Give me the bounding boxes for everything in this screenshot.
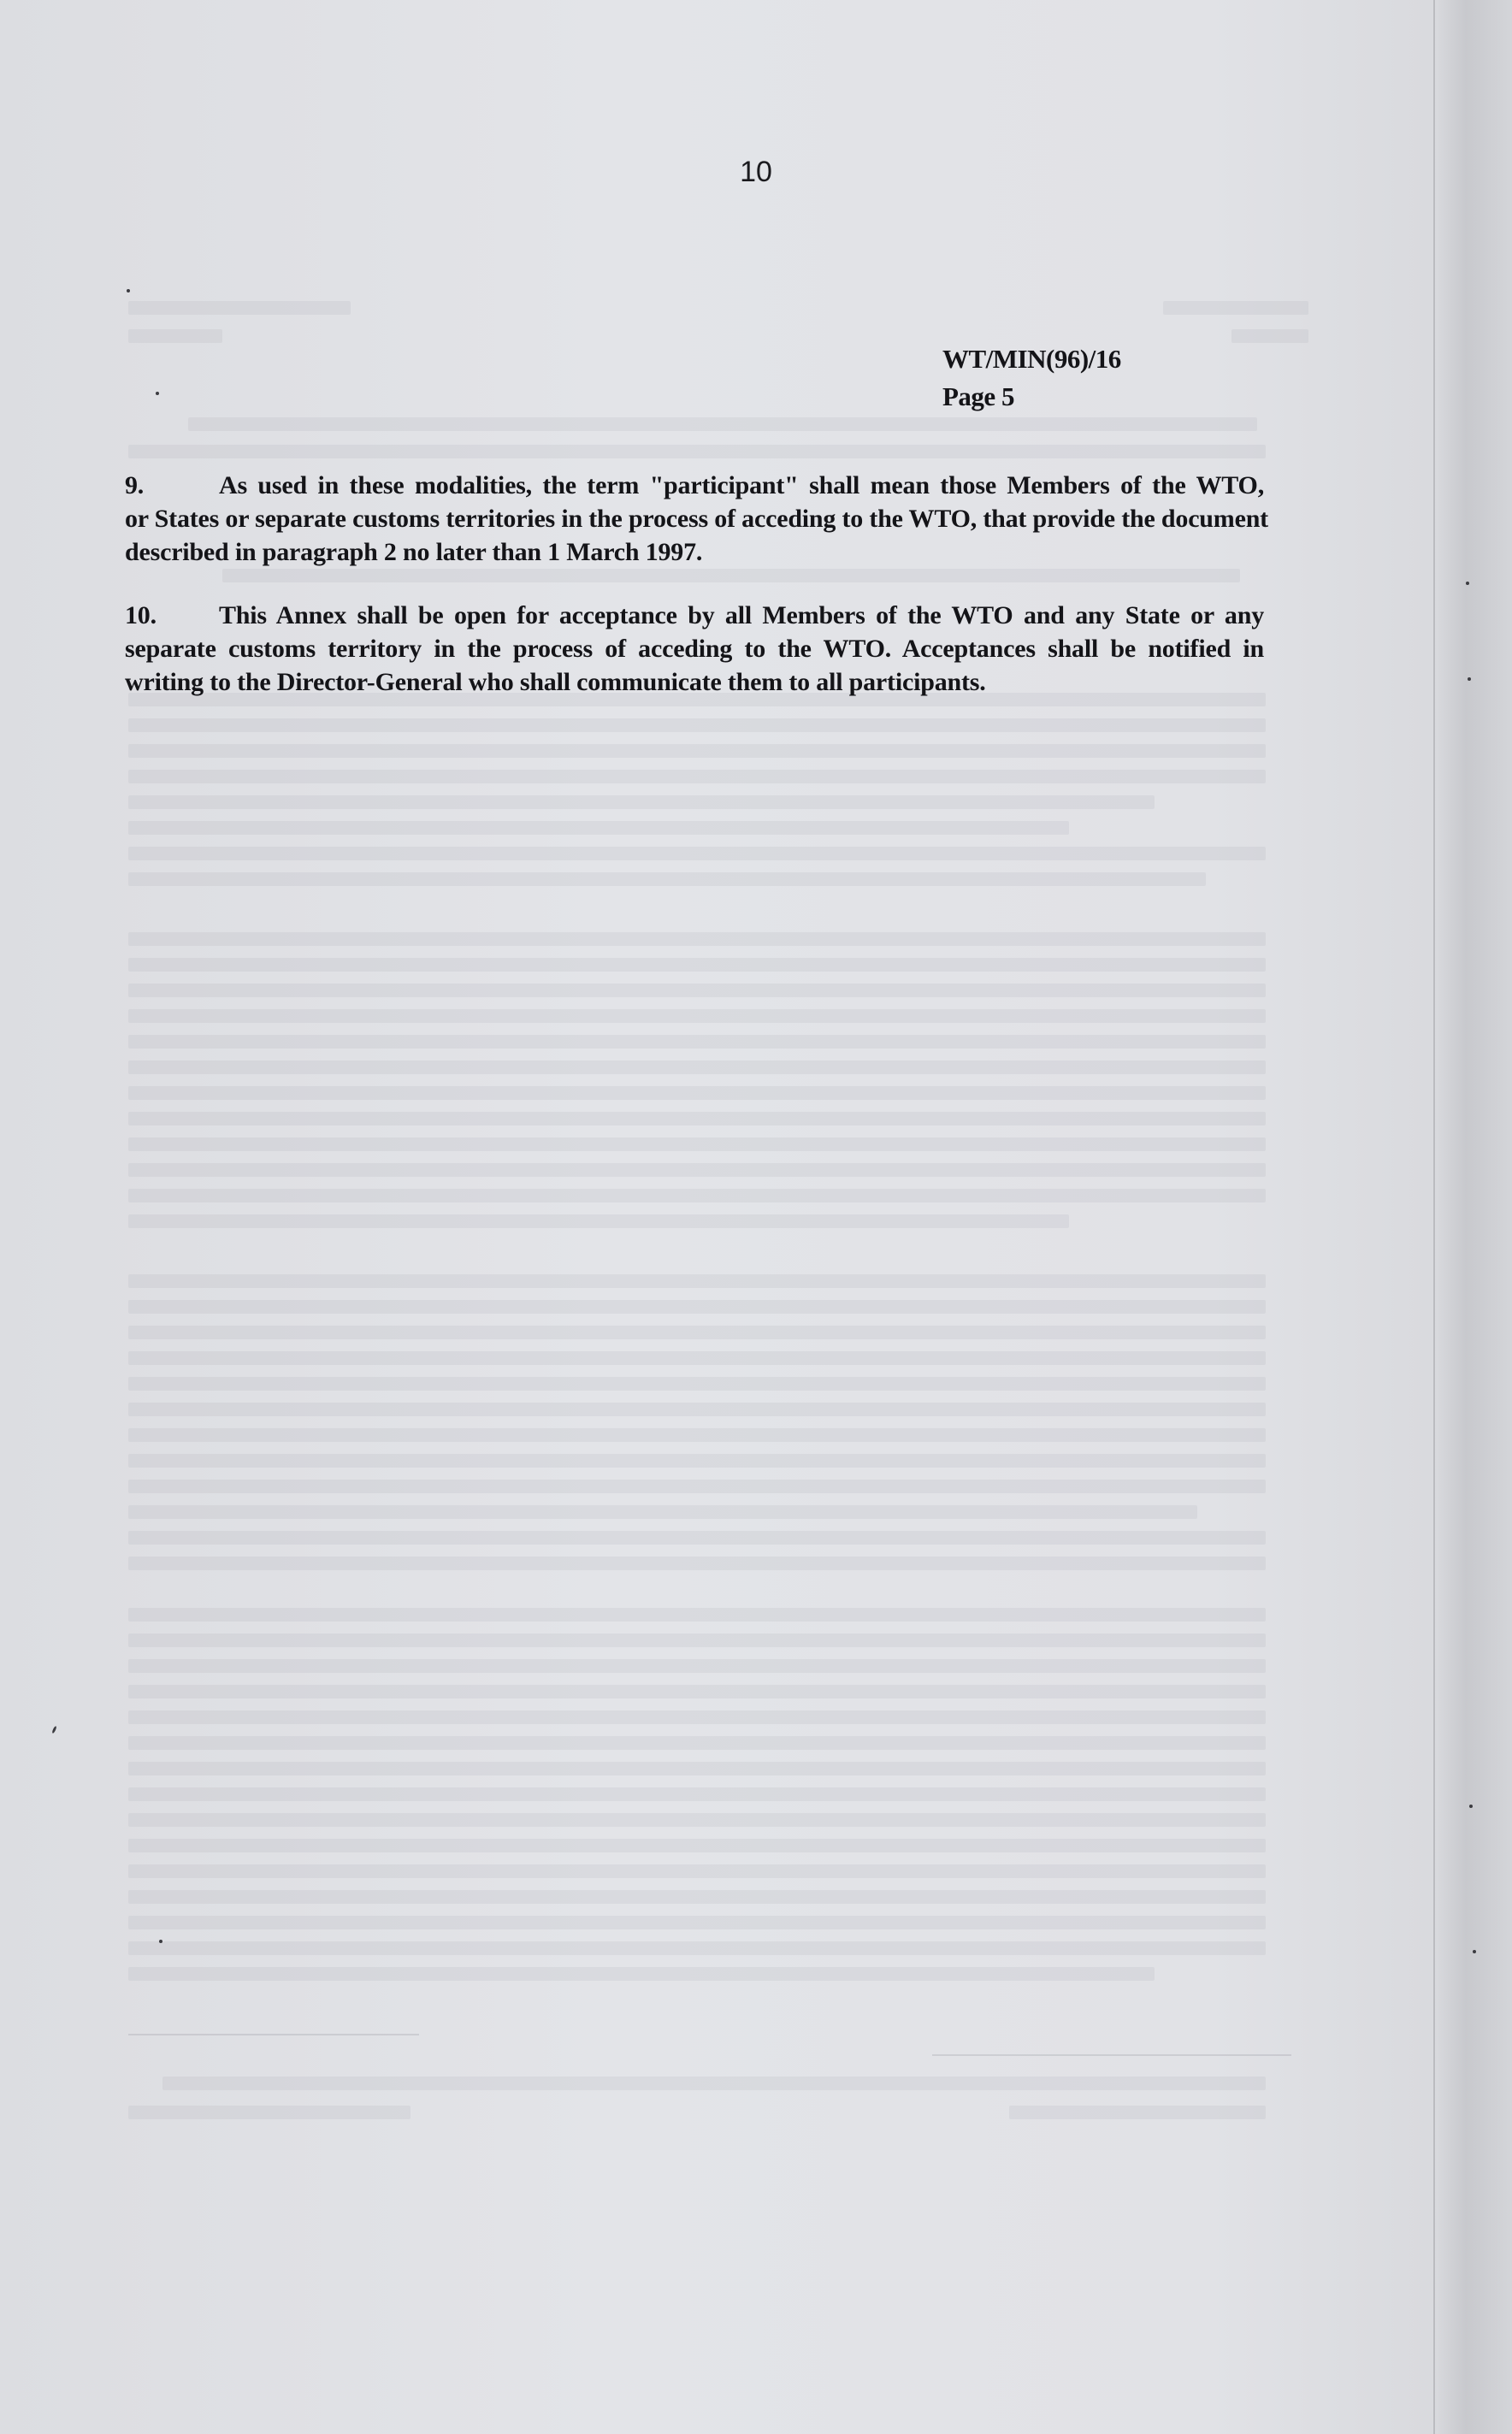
scan-speck [159,1940,162,1943]
scan-speck [1468,677,1471,681]
scan-speck [127,289,130,292]
page-number: 10 [740,156,772,188]
document-header [942,340,1121,416]
paragraph-line: separate customs territory in the process of acceding to the WTO. Acceptances shall be notified in [125,635,1264,663]
scan-speck [1469,1805,1473,1808]
document-symbol: WT/MIN(96)/16 [942,344,1121,374]
page-label: Page 5 [942,381,1014,411]
paragraph-line: or States or separate customs territories in the process of acceding to the WTO, that provide the document [125,505,1268,533]
paragraph-text: This Annex shall be open for acceptance by all Members of the WTO and any State or any [219,601,1264,629]
scan-speck [156,392,159,395]
page-edge-shadow [1435,0,1512,2434]
paragraph-line [125,599,1264,632]
paragraph-line: writing to the Director-General who shall communicate them to all participants. [125,668,986,696]
paragraph-line [125,469,1264,502]
scan-speck [1473,1950,1476,1953]
paragraph-text: As used in these modalities, the term "participant" shall mean those Members of the WTO, [219,471,1264,499]
paragraph-9 [125,469,1268,569]
page-edge-line [1433,0,1435,2434]
paragraph-number: 9. [125,471,145,499]
paragraph-number: 10. [125,601,157,629]
paragraph-10 [125,599,1264,699]
paragraph-line: described in paragraph 2 no later than 1 March 1997. [125,538,703,566]
scan-mark [51,1726,57,1734]
scan-speck [1466,582,1469,585]
